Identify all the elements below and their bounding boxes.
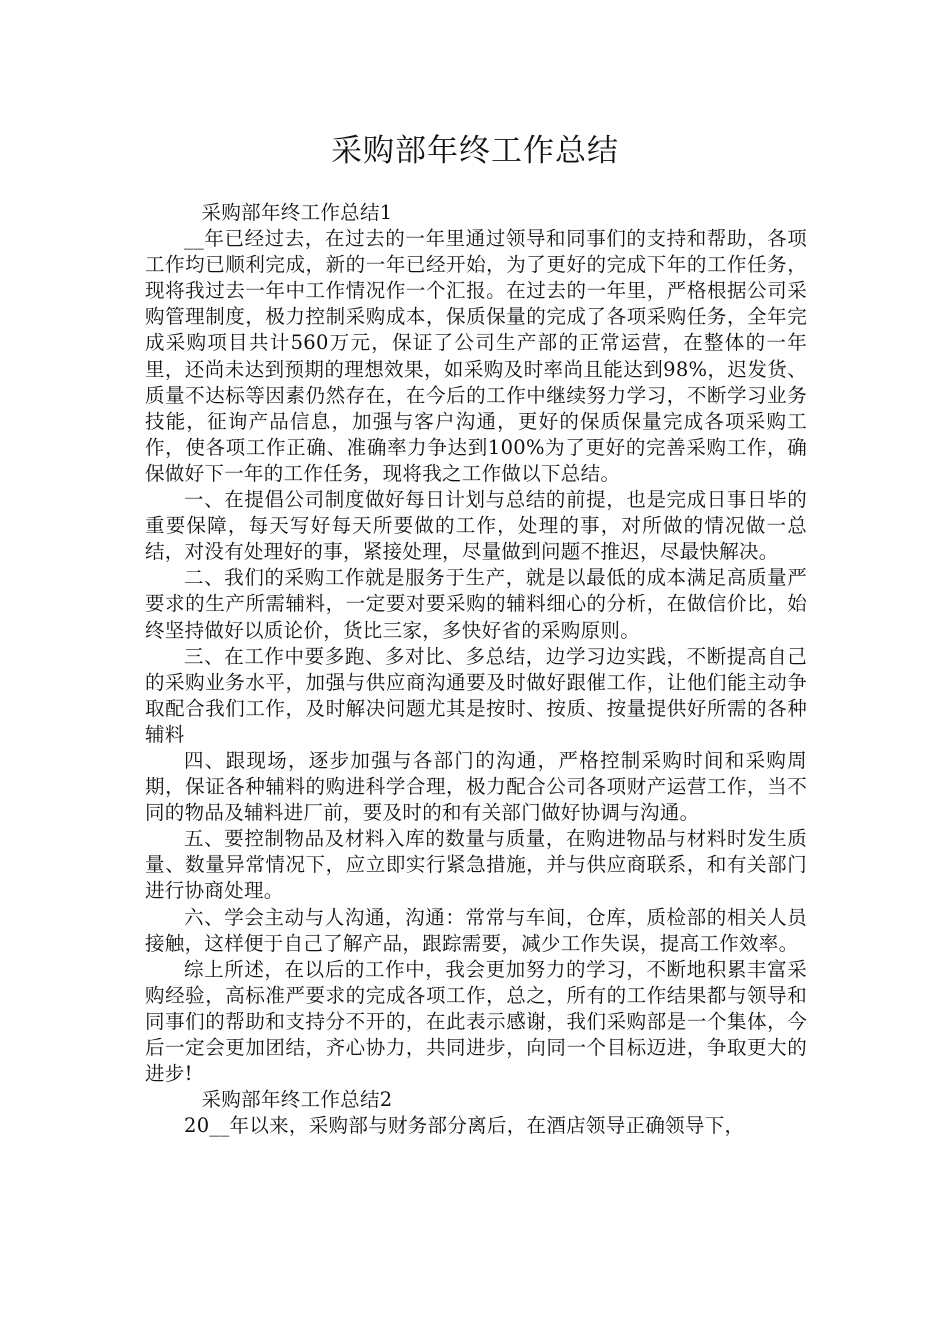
paragraph-intro: __年已经过去，在过去的一年里通过领导和同事们的支持和帮助，各项工作均已顺利完成，新的一年已经开始，为了更好的完成下年的工作任务，现将我过去一年中工作情况作一个汇报。在过去的一年里，严格根据公司采购管理制度，极力控制采购成本，保质保量的完成了各项采购任务，全年完成采购项目共计560万元，保证了公司生产部的正常运营，在整体的一年里，还尚未达到预期的理想效果，如采购及时率尚且能达到98%，迟发货、质量不达标等因素仍然存在，在今后的工作中继续努力学习，不断学习业务技能，征询产品信息，加强与客户沟通，更好的保质保量完成各项采购工作，使各项工作正确、准确率力争达到100%为了更好的完善采购工作，确保做好下一年的工作任务，现将我之工作做以下总结。 <box>145 227 807 485</box>
section-heading: 采购部年终工作总结2 <box>201 1088 393 1112</box>
section-heading: 采购部年终工作总结1 <box>201 201 393 224</box>
paragraph-item-3: 三、在工作中要多跑、多对比、多总结，边学习边实践，不断提高自己的采购业务水平，加强与供应商沟通要及时做好跟催工作，让他们能主动争取配合我们工作，及时解决问题尤其是按时、按质、按量提供好所需的各种辅料 <box>145 644 807 746</box>
paragraph-item-2: 二、我们的采购工作就是服务于生产，就是以最低的成本满足高质量严要求的生产所需辅料，一定要对要采购的辅料细心的分析，在做信价比，始终坚持做好以质论价，货比三家，多快好省的采购原则。 <box>145 566 807 642</box>
paragraph-item-4: 四、跟现场，逐步加强与各部门的沟通，严格控制采购时间和采购周期，保证各种辅料的购进科学合理，极力配合公司各项财产运营工作，当不同的物品及辅料进厂前，要及时的和有关部门做好协调与沟通。 <box>145 748 807 825</box>
document-title: 采购部年终工作总结 <box>331 133 619 169</box>
paragraph-item-1: 一、在提倡公司制度做好每日计划与总结的前提，也是完成日事日毕的重要保障，每天写好每天所要做的工作，处理的事，对所做的情况做一总结，对没有处理好的事，紧接处理，尽量做到问题不推迟，尽最快解决。 <box>145 488 807 564</box>
paragraph-section-2-intro: 20__年以来，采购部与财务部分离后，在酒店领导正确领导下， <box>184 1114 745 1138</box>
document-body <box>145 200 807 1139</box>
paragraph-item-5: 五、要控制物品及材料入库的数量与质量，在购进物品与材料时发生质量、数量异常情况下，应立即实行紧急措施，并与供应商联系，和有关部门进行协商处理。 <box>145 827 807 903</box>
paragraph-conclusion: 综上所述，在以后的工作中，我会更加努力的学习，不断地积累丰富采购经验，高标准严要求的完成各项工作，总之，所有的工作结果都与领导和同事们的帮助和支持分不开的，在此表示感谢，我们采购部是一个集体，今后一定会更加团结，齐心协力，共同进步，向同一个目标迈进，争取更大的进步! <box>145 957 807 1086</box>
paragraph-item-6: 六、学会主动与人沟通，沟通：常常与车间，仓库，质检部的相关人员接触，这样便于自己了解产品，跟踪需要，减少工作失误，提高工作效率。 <box>145 905 807 955</box>
